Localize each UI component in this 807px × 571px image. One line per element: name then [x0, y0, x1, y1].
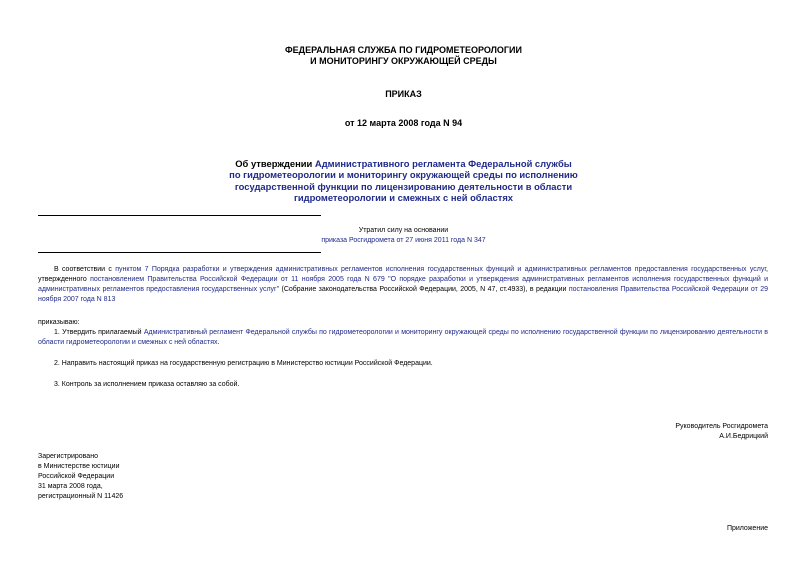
agency-line-1: ФЕДЕРАЛЬНАЯ СЛУЖБА ПО ГИДРОМЕТЕОРОЛОГИИ — [285, 45, 522, 55]
title-line-4[interactable]: гидрометеорологии и смежных с ней областях — [293, 192, 514, 204]
signature-block — [675, 422, 768, 442]
appendix-label: Приложение — [726, 525, 768, 532]
preamble-text-2: , утвержденного — [38, 266, 768, 283]
item-1-end: . — [217, 339, 220, 346]
registration-line-3: Российской Федерации — [38, 473, 115, 480]
agency-name — [0, 45, 807, 67]
status-block — [0, 226, 807, 246]
registration-block — [38, 452, 123, 502]
registration-line-1: Зарегистрировано — [38, 453, 98, 460]
document-title — [0, 158, 807, 204]
preamble-link-1[interactable]: пунктом 7 Порядка разработки и утверждения административных регламентов исполнения государственных функций и административных регламентов предоставления государственных услуг — [115, 266, 767, 273]
title-line-2[interactable]: по гидрометеорологии и мониторингу окружающей среды по исполнению — [229, 169, 578, 181]
doc-type: ПРИКАЗ — [385, 89, 422, 99]
order-item-1 — [38, 328, 768, 348]
item-1-link[interactable]: Административный регламент Федеральной службы по гидрометеорологии и мониторингу окружающей среды по исполнению государственной функции по лицензированию деятельности в области гидрометеорологии и смежных с ней областях — [38, 329, 769, 346]
divider-top — [38, 215, 321, 216]
preamble-link-2[interactable]: постановлением Правительства Российской Федерации от 11 ноября 2005 года N 679 "О порядке разработки и утверждения административных регламентов исполнения государственных функций и административных регламентов предоставления государственных услуг" — [38, 276, 768, 293]
registration-line-5: регистрационный N 11426 — [38, 493, 124, 500]
lost-force-text: Утратил силу на основании — [358, 227, 449, 234]
signature-position: Руководитель Росгидромета — [675, 423, 768, 430]
order-word: приказываю: — [38, 319, 80, 326]
title-line-3[interactable]: государственной функции по лицензированию деятельности в области — [234, 180, 573, 192]
doc-date-number: от 12 марта 2008 года N 94 — [344, 118, 463, 128]
signature-name: А.И.Бедрицкий — [719, 433, 768, 440]
preamble-text-1: В соответствии с — [54, 266, 116, 273]
title-prefix: Об утверждении — [235, 158, 315, 169]
preamble — [38, 265, 768, 305]
item-1-text: 1. Утвердить прилагаемый — [54, 329, 144, 336]
preamble-link-3[interactable]: постановления Правительства Российской Федерации от 29 ноября 2007 года N 813 — [38, 286, 768, 303]
title-link[interactable]: Административного регламента Федеральной службы — [314, 158, 572, 169]
registration-line-2: в Министерстве юстиции — [38, 463, 120, 470]
order-item-2: 2. Направить настоящий приказ на государственную регистрацию в Министерство юстиции Российской Федерации. — [54, 360, 433, 367]
registration-line-4: 31 марта 2008 года, — [38, 483, 103, 490]
divider-bottom — [38, 252, 321, 253]
lost-force-link[interactable]: приказа Росгидромета от 27 июня 2011 года N 347 — [321, 237, 486, 244]
order-item-3: 3. Контроль за исполнением приказа оставляю за собой. — [54, 381, 240, 388]
preamble-text-3: (Собрание законодательства Российской Федерации, 2005, N 47, ст.4933), в редакции — [279, 286, 569, 293]
agency-line-2: И МОНИТОРИНГУ ОКРУЖАЮЩЕЙ СРЕДЫ — [310, 56, 497, 66]
